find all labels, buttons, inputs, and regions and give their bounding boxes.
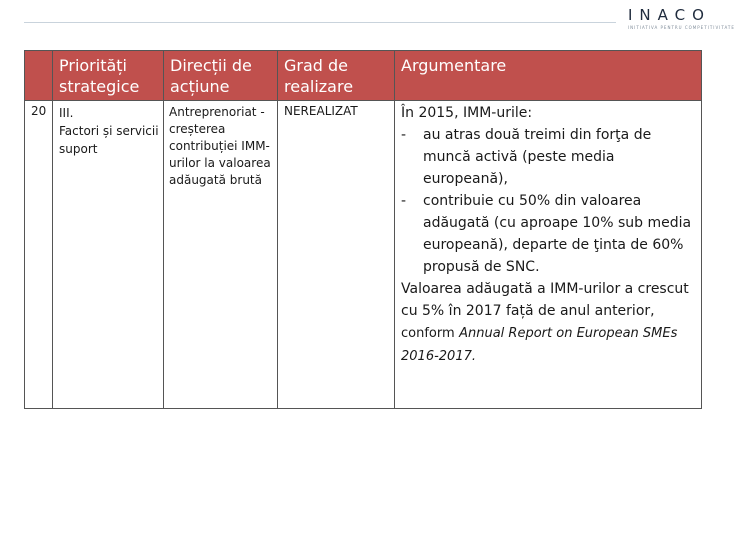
header-grad: Grad de realizare <box>278 51 395 101</box>
prioritate-code: III. <box>59 106 74 120</box>
row-directie: Antreprenoriat - creșterea contribuției IMM-urilor la valoarea adăugată brută <box>164 101 278 409</box>
header-directii: Direcții de acțiune <box>164 51 278 101</box>
row-grad: NEREALIZAT <box>278 101 395 409</box>
arg-source: Annual Report on European SMEs 2016-2017. <box>401 326 678 364</box>
row-argumentare <box>395 101 702 409</box>
list-item: - contribuie cu 50% din valoarea adăugată (cu aproape 10% sub media europeană), departe de ţinta de 60% propusă de SNC. <box>401 190 695 278</box>
arg-item-text: au atras două treimi din forţa de muncă activă (peste media europeană), <box>423 127 652 187</box>
row-number: 20 <box>25 101 53 409</box>
table-header-row <box>25 51 702 101</box>
prioritate-label: Factori și servicii suport <box>59 124 159 156</box>
header-argumentare: Argumentare <box>395 51 702 101</box>
strategy-table <box>24 50 702 409</box>
arg-intro: În 2015, IMM-urile: <box>401 105 533 121</box>
row-prioritate <box>53 101 164 409</box>
header-number-cell <box>25 51 53 101</box>
arg-conclusion-block <box>401 278 695 368</box>
inaco-logo <box>628 6 735 36</box>
header-prioritati: Priorități strategice <box>53 51 164 101</box>
arg-item-text: contribuie cu 50% din valoarea adăugată (cu aproape 10% sub media europeană), departe de ţinta de 60% propusă de SNC. <box>423 193 692 275</box>
arg-conclusion: Valoarea adăugată a IMM-urilor a crescut cu 5% în 2017 față de anul anterior, <box>401 281 689 319</box>
logo-wordmark: INACO <box>628 6 711 24</box>
logo-tagline: INITIATIVA PENTRU COMPETITIVITATE <box>628 25 735 30</box>
header-rule <box>24 22 616 23</box>
table-row <box>25 101 702 409</box>
arg-source-prefix: conform <box>401 326 455 341</box>
list-item: - au atras două treimi din forţa de muncă activă (peste media europeană), <box>401 124 695 190</box>
